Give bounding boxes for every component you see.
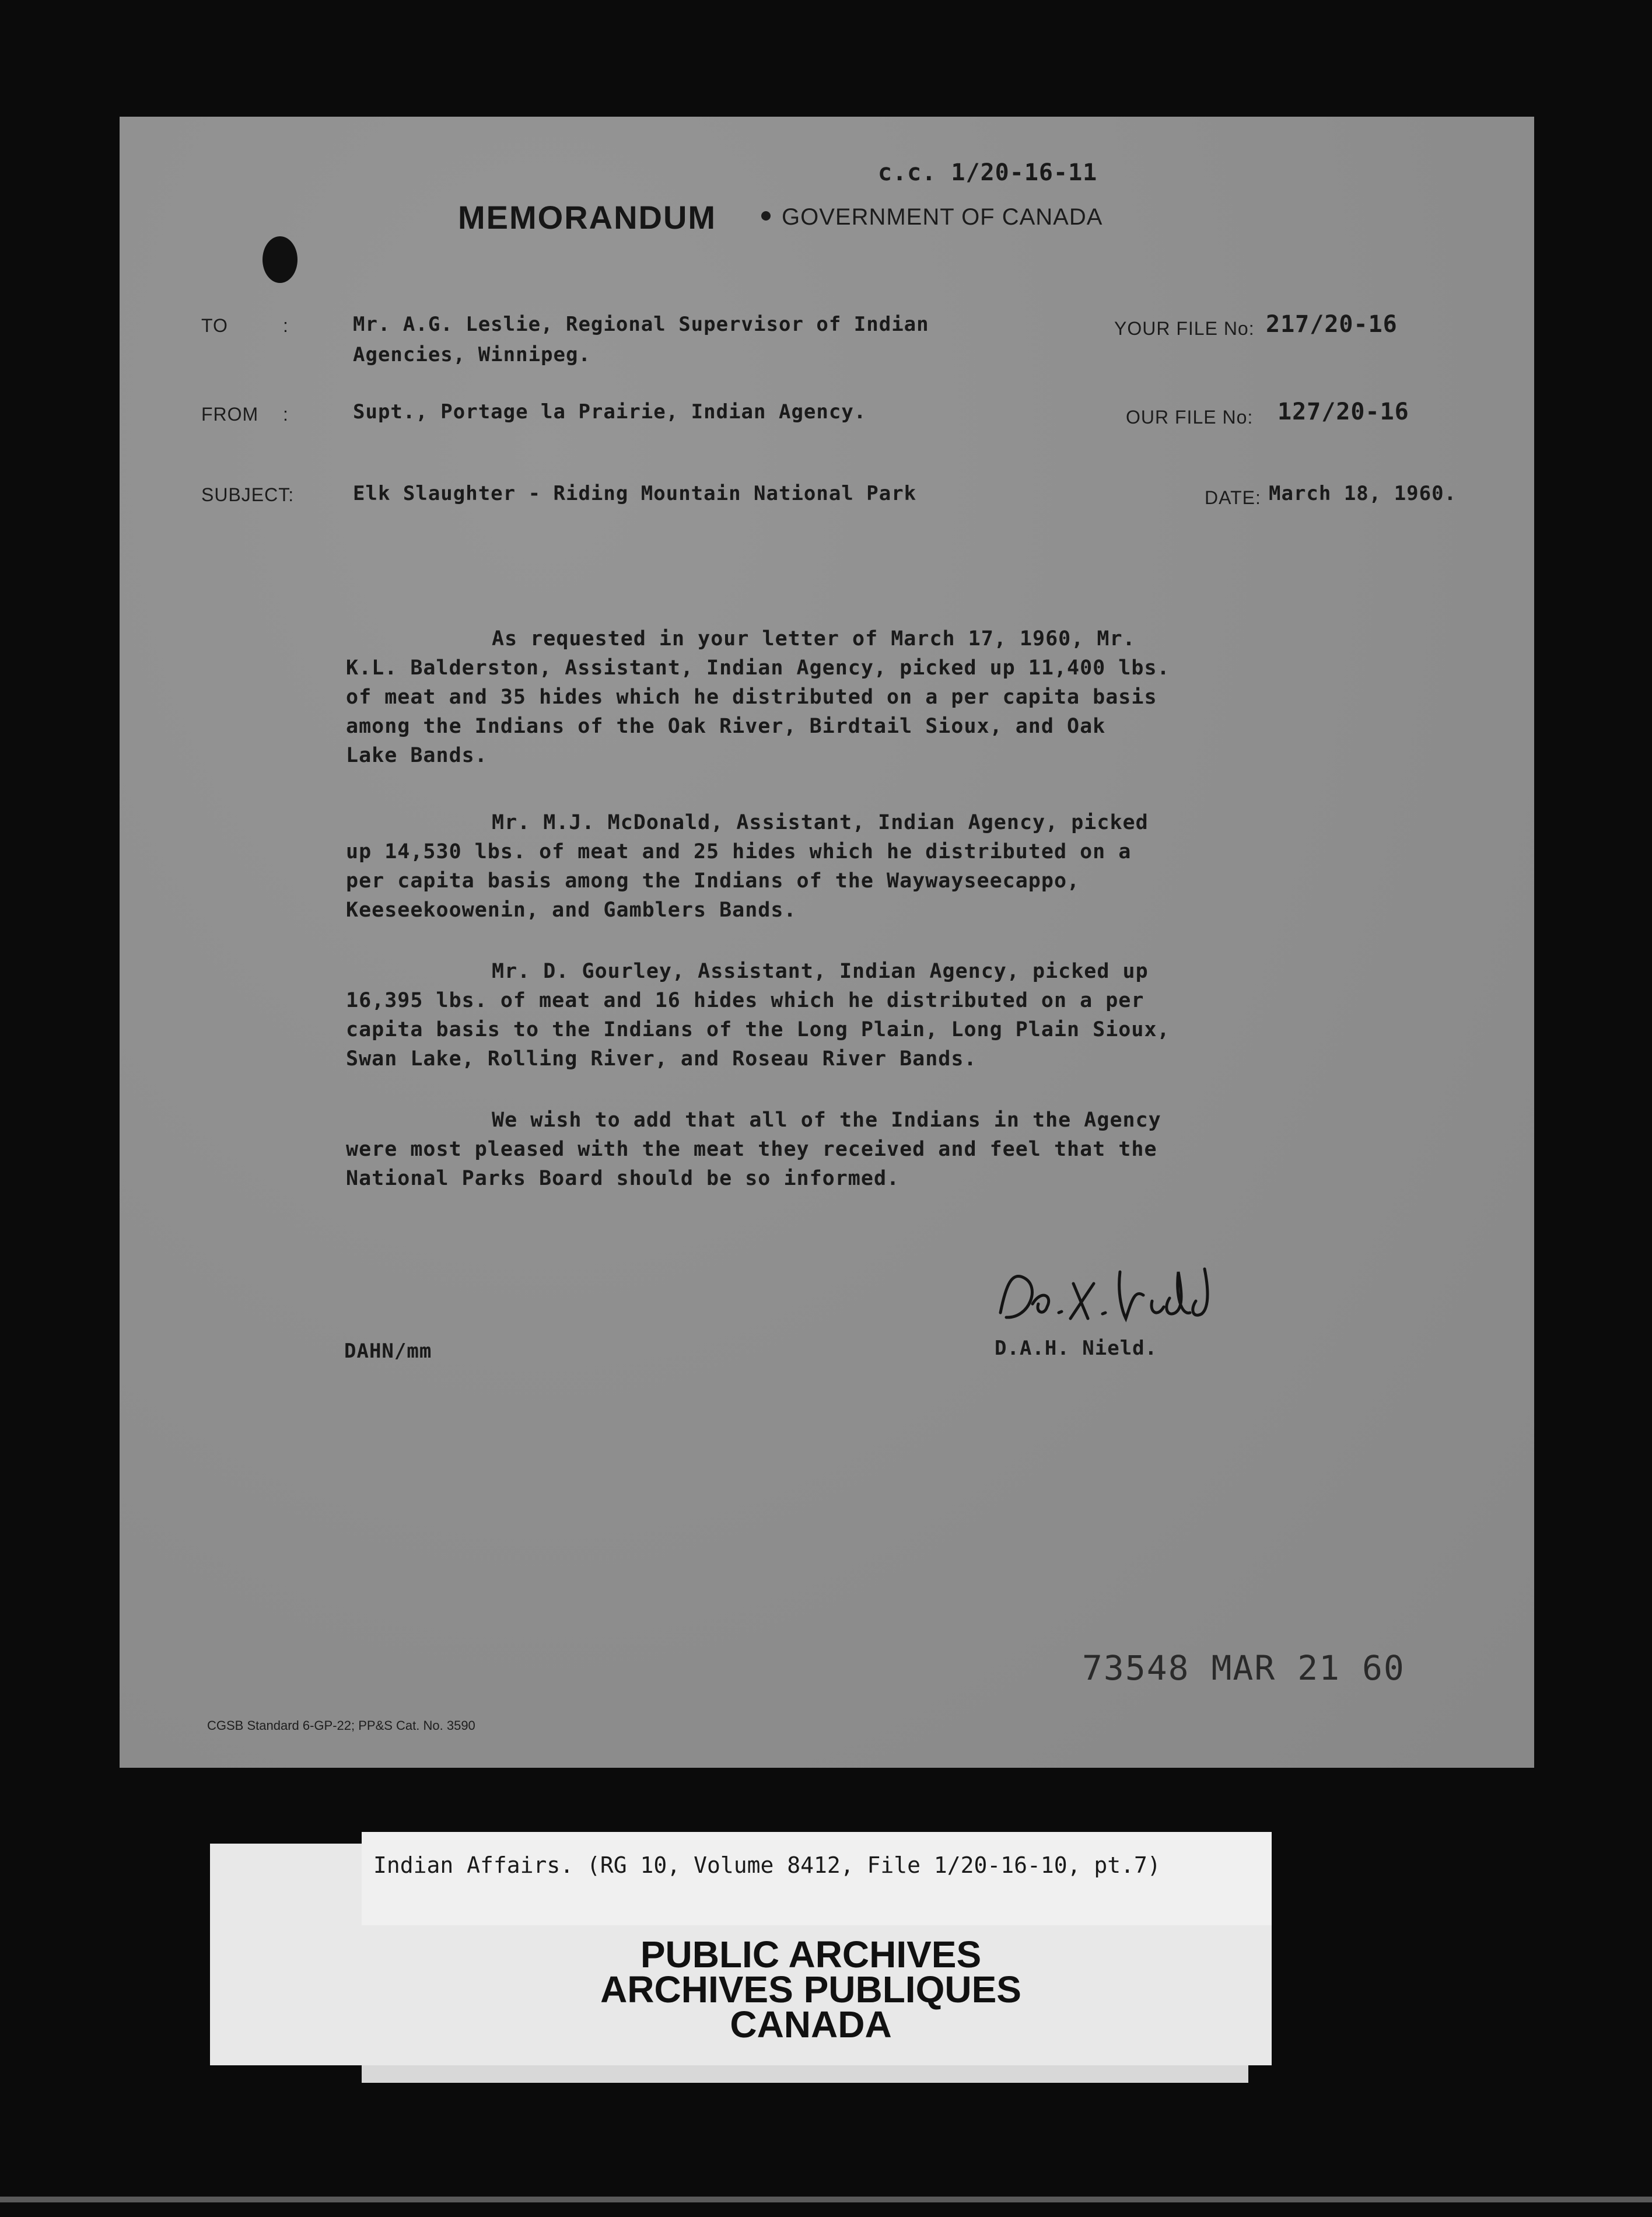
archive-reference: Indian Affairs. (RG 10, Volume 8412, File 1/20-16-10, pt.7) — [373, 1852, 1161, 1878]
bullet-dot — [761, 211, 771, 221]
file-reference: c.c. 1/20-16-11 — [878, 159, 1098, 186]
to-label: TO — [201, 315, 228, 336]
archive-line-2: ARCHIVES PUBLIQUES — [600, 1968, 1021, 2010]
from-label: FROM — [201, 404, 259, 425]
paragraph-2-line: up 14,530 lbs. of meat and 25 hides which he distributed on a — [346, 840, 1132, 863]
paragraph-1-line: K.L. Balderston, Assistant, Indian Agency, picked up 11,400 lbs. — [346, 656, 1170, 680]
paragraph-3-line: capita basis to the Indians of the Long Plain, Long Plain Sioux, — [346, 1018, 1170, 1041]
form-number: CGSB Standard 6-GP-22; PP&S Cat. No. 3590 — [207, 1718, 475, 1733]
paragraph-3-line: Mr. D. Gourley, Assistant, Indian Agency, picked up — [492, 960, 1149, 983]
film-edge — [0, 2197, 1652, 2202]
typed-signatory: D.A.H. Nield. — [995, 1337, 1158, 1360]
paragraph-2-line: Keeseekoowenin, and Gamblers Bands. — [346, 898, 797, 922]
from-colon: : — [283, 404, 289, 425]
paragraph-2-line: per capita basis among the Indians of the Waywayseecappo, — [346, 869, 1080, 893]
paragraph-1-line: among the Indians of the Oak River, Birdtail Sioux, and Oak — [346, 715, 1106, 738]
archive-stamp — [210, 1933, 1412, 2045]
to-colon: : — [283, 315, 289, 336]
paragraph-2-line: Mr. M.J. McDonald, Assistant, Indian Agency, picked — [492, 811, 1149, 834]
signature-svg — [989, 1249, 1245, 1342]
paragraph-3-line: Swan Lake, Rolling River, and Roseau River Bands. — [346, 1047, 977, 1071]
archive-line-3: CANADA — [730, 2003, 892, 2045]
handwritten-signature — [989, 1249, 1245, 1342]
paragraph-3 — [346, 957, 1170, 1073]
your-file-value: 217/20-16 — [1266, 311, 1398, 338]
date-label: DATE: — [1205, 487, 1261, 508]
archive-reference-tab — [362, 1832, 1272, 1925]
memo-page — [120, 117, 1534, 1768]
from-value: Supt., Portage la Prairie, Indian Agency. — [353, 400, 867, 424]
paragraph-1-line: As requested in your letter of March 17, 1960, Mr. — [492, 627, 1136, 651]
paragraph-2 — [346, 808, 1149, 925]
to-value-line1: Mr. A.G. Leslie, Regional Supervisor of Indian — [353, 313, 929, 336]
typist-initials: DAHN/mm — [344, 1340, 432, 1363]
paragraph-4-line: We wish to add that all of the Indians in the Agency — [492, 1108, 1161, 1132]
memo-title: MEMORANDUM — [458, 199, 717, 236]
date-value: March 18, 1960. — [1269, 482, 1457, 505]
our-file-value: 127/20-16 — [1278, 398, 1409, 425]
paragraph-4-line: were most pleased with the meat they received and feel that the — [346, 1138, 1157, 1161]
paragraph-4-line: National Parks Board should be so informed. — [346, 1167, 900, 1190]
paragraph-1-line: of meat and 35 hides which he distributed on a per capita basis — [346, 686, 1157, 709]
archive-line-1: PUBLIC ARCHIVES — [640, 1933, 982, 1975]
subject-label: SUBJECT: — [201, 484, 295, 505]
paragraph-4 — [346, 1106, 1161, 1193]
our-file-label: OUR FILE No: — [1126, 407, 1254, 428]
your-file-label: YOUR FILE No: — [1114, 318, 1255, 339]
paragraph-3-line: 16,395 lbs. of meat and 16 hides which he distributed on a per — [346, 989, 1144, 1012]
received-stamp: 73548 MAR 21 60 — [1082, 1648, 1405, 1688]
to-value-line2: Agencies, Winnipeg. — [353, 343, 591, 366]
punch-hole-mark — [262, 236, 298, 283]
subject-value: Elk Slaughter - Riding Mountain National Park — [353, 482, 917, 505]
government-heading: GOVERNMENT OF CANADA — [782, 204, 1103, 230]
paragraph-1-line: Lake Bands. — [346, 744, 488, 767]
label-card-edge — [362, 2065, 1248, 2083]
paragraph-1 — [346, 624, 1170, 770]
